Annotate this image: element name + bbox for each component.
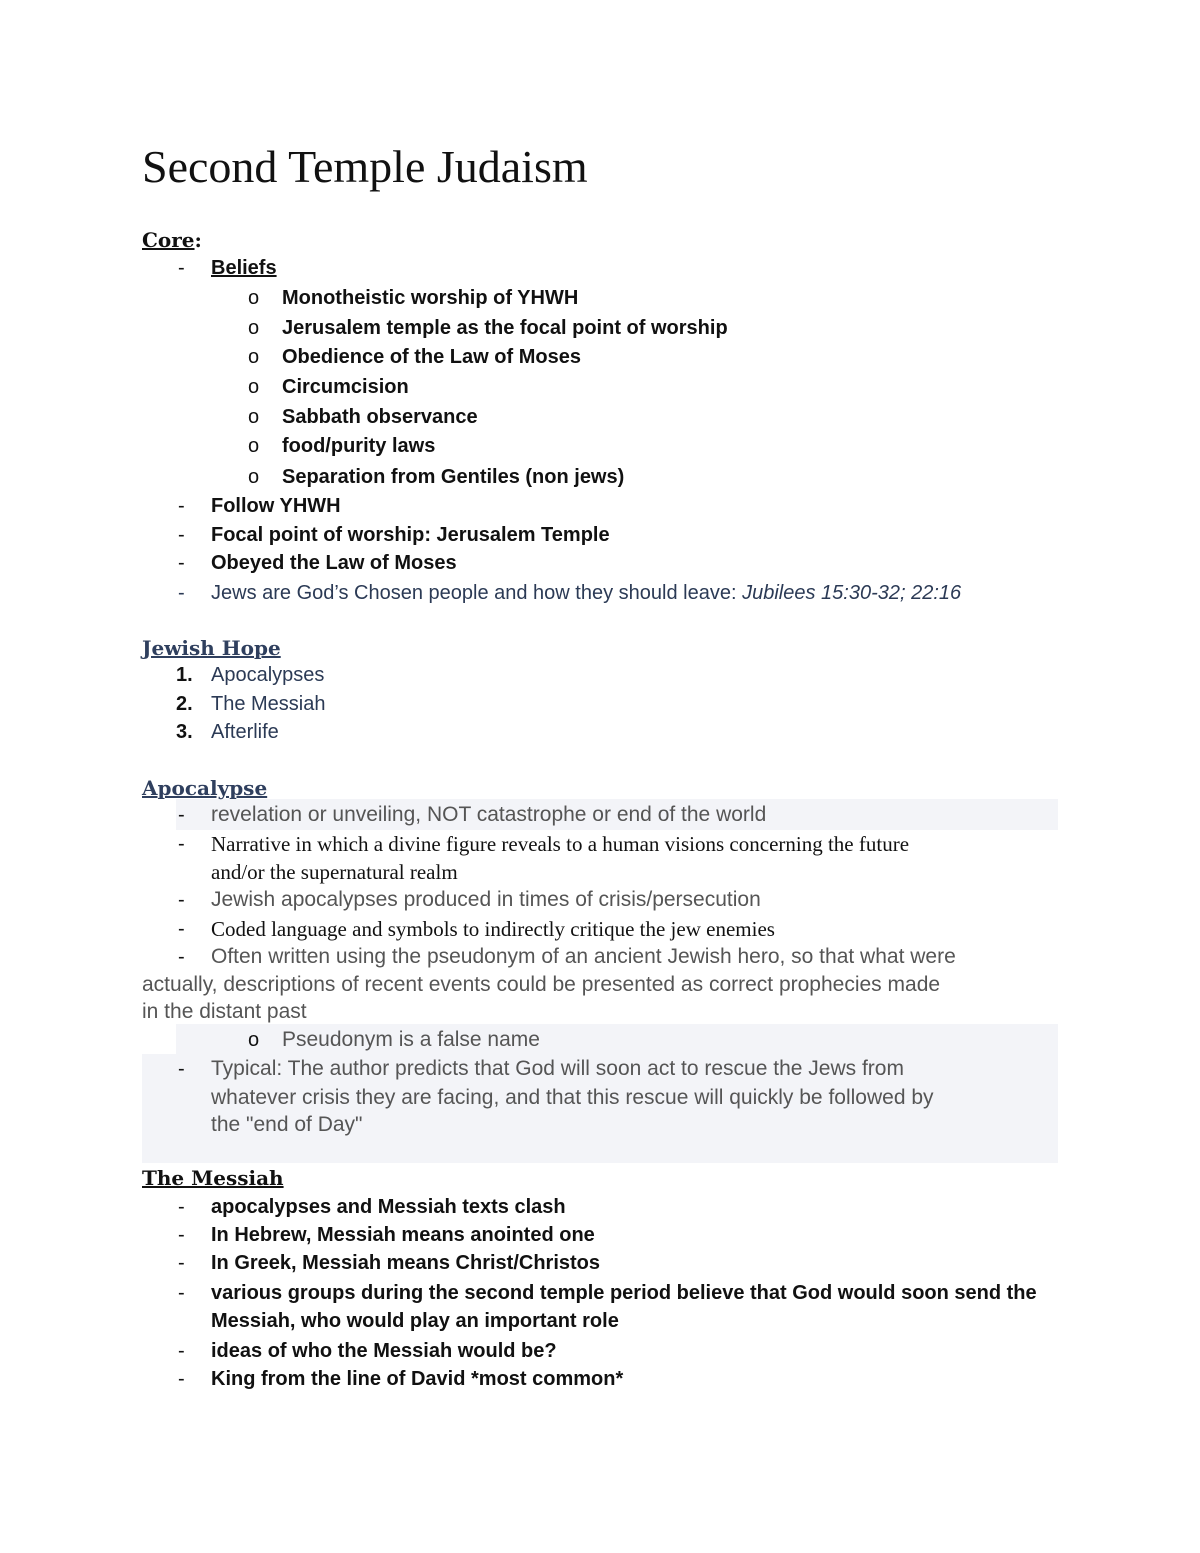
apocalypse-item-continued: and/or the supernatural realm — [211, 860, 458, 884]
circle-marker: o — [248, 466, 260, 488]
dash-marker: - — [178, 257, 185, 279]
apocalypse-item: Coded language and symbols to indirectly critique the jew enemies — [211, 917, 775, 941]
belief-item: Separation from Gentiles (non jews) — [282, 466, 625, 488]
dash-marker: - — [178, 1058, 185, 1080]
list-number: 3. — [176, 721, 193, 743]
dash-marker: - — [178, 1340, 185, 1362]
messiah-item: ideas of who the Messiah would be? — [211, 1340, 557, 1362]
dash-marker: - — [178, 918, 185, 940]
apocalypse-item-continued: actually, descriptions of recent events could be presented as correct prophecies made — [142, 973, 941, 996]
core-item-chosen — [211, 579, 961, 607]
core-item: Follow YHWH — [211, 495, 341, 517]
apocalypse-item-continued: the "end of Day" — [211, 1113, 363, 1136]
dash-marker: - — [178, 1282, 185, 1304]
apocalypse-item: revelation or unveiling, NOT catastrophe or end of the world — [211, 803, 767, 826]
circle-marker: o — [248, 376, 260, 398]
messiah-item: various groups during the second temple period believe that God would soon send the — [211, 1282, 1037, 1304]
circle-marker: o — [248, 1029, 260, 1051]
belief-item: Circumcision — [282, 376, 409, 398]
circle-marker: o — [248, 406, 260, 428]
hope-item: The Messiah — [211, 693, 326, 715]
dash-marker: - — [178, 804, 185, 826]
belief-item: Sabbath observance — [282, 406, 478, 428]
belief-item: Monotheistic worship of YHWH — [282, 287, 579, 309]
dash-marker: - — [178, 946, 185, 968]
dash-marker: - — [178, 889, 185, 911]
apocalypse-item: Jewish apocalypses produced in times of crisis/persecution — [211, 888, 761, 911]
beliefs-label: Beliefs — [211, 257, 277, 279]
apocalypse-item: Narrative in which a divine figure reveals to a human visions concerning the future — [211, 832, 910, 856]
list-number: 1. — [176, 664, 193, 686]
core-heading-text: Core — [142, 228, 195, 252]
dash-marker: - — [178, 1224, 185, 1246]
hope-item: Afterlife — [211, 721, 279, 743]
belief-item: Jerusalem temple as the focal point of worship — [282, 317, 728, 339]
section-heading-apocalypse: Apocalypse — [142, 776, 268, 800]
dash-marker: - — [178, 1368, 185, 1390]
circle-marker: o — [248, 287, 260, 309]
dash-marker: - — [178, 1252, 185, 1274]
circle-marker: o — [248, 435, 260, 457]
belief-item: Obedience of the Law of Moses — [282, 346, 581, 368]
dash-marker: - — [178, 524, 185, 546]
belief-item: food/purity laws — [282, 435, 436, 457]
core-heading-colon: : — [194, 228, 202, 252]
apocalypse-item: Typical: The author predicts that God will soon act to rescue the Jews from — [211, 1057, 904, 1080]
core-item: Focal point of worship: Jerusalem Temple — [211, 524, 610, 546]
circle-marker: o — [248, 346, 260, 368]
messiah-item-continued: Messiah, who would play an important role — [211, 1310, 619, 1332]
section-heading-core — [142, 226, 202, 254]
apocalypse-item: Often written using the pseudonym of an ancient Jewish hero, so that what were — [211, 945, 956, 968]
dash-marker: - — [178, 833, 185, 855]
apocalypse-item-continued: in the distant past — [142, 1000, 307, 1023]
section-heading-jewish-hope: Jewish Hope — [142, 636, 281, 660]
dash-marker: - — [178, 582, 185, 604]
list-number: 2. — [176, 693, 193, 715]
page-title: Second Temple Judaism — [142, 141, 588, 192]
hope-item: Apocalypses — [211, 664, 325, 686]
apocalypse-subitem: Pseudonym is a false name — [282, 1028, 540, 1051]
chosen-reference: Jubilees 15:30-32; 22:16 — [742, 582, 962, 604]
dash-marker: - — [178, 495, 185, 517]
apocalypse-item-continued: whatever crisis they are facing, and that this rescue will quickly be followed by — [211, 1086, 934, 1109]
messiah-item: In Hebrew, Messiah means anointed one — [211, 1224, 595, 1246]
messiah-item: apocalypses and Messiah texts clash — [211, 1196, 566, 1218]
dash-marker: - — [178, 1196, 185, 1218]
core-item: Obeyed the Law of Moses — [211, 552, 457, 574]
section-heading-messiah: The Messiah — [142, 1166, 284, 1190]
dash-marker: - — [178, 552, 185, 574]
messiah-item: King from the line of David *most common* — [211, 1368, 624, 1390]
chosen-text: Jews are God’s Chosen people and how they should leave: — [211, 582, 743, 604]
messiah-item: In Greek, Messiah means Christ/Christos — [211, 1252, 601, 1274]
circle-marker: o — [248, 317, 260, 339]
